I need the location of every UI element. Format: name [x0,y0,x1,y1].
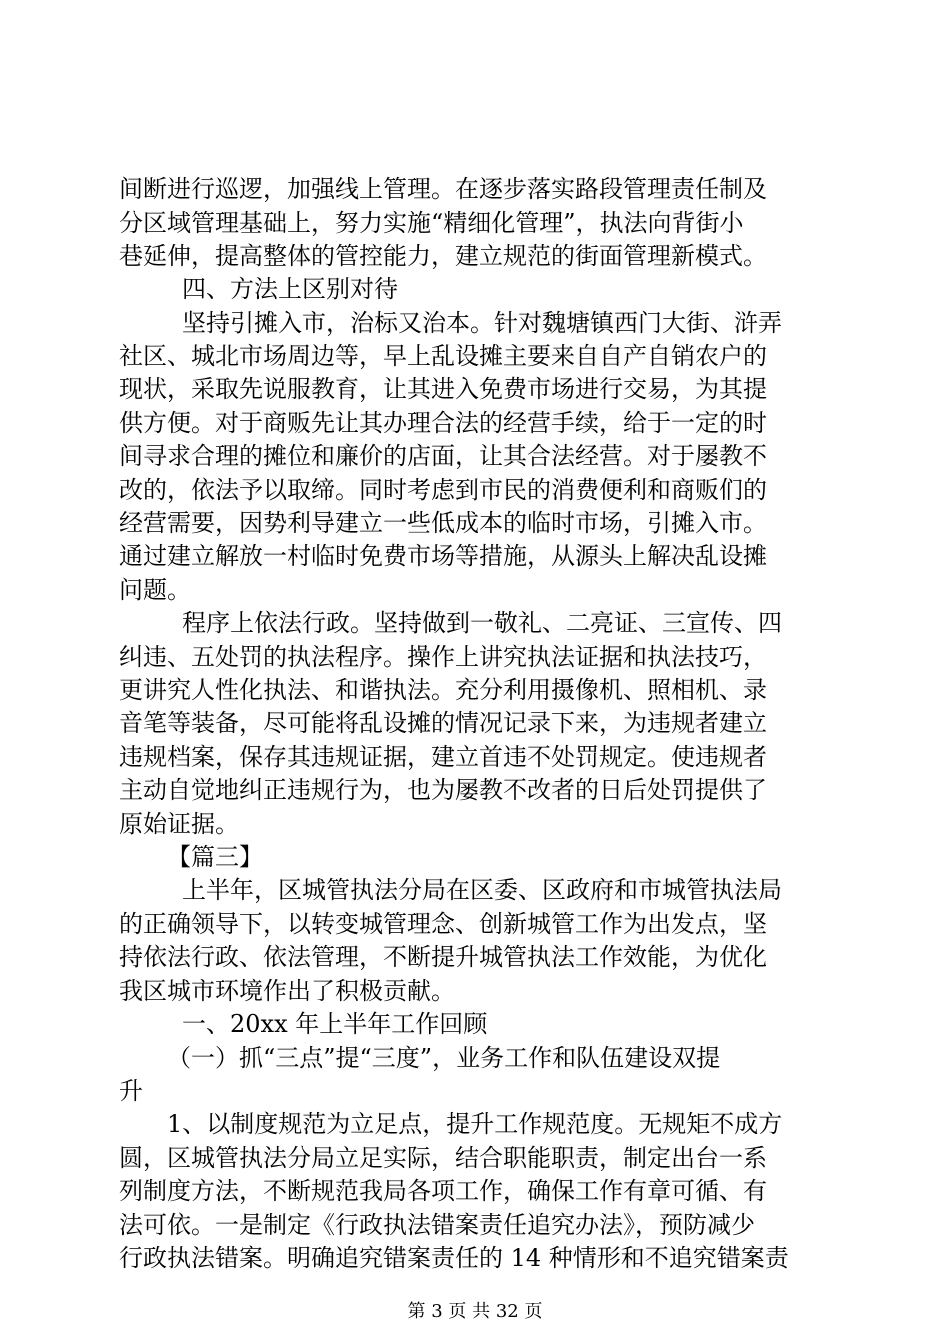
section-heading: 一、20xx 年上半年工作回顾 [182,1010,488,1038]
text-line: 1、以制度规范为立足点，提升工作规范度。无规矩不成方 [167,1110,783,1138]
text-line: 间断进行巡逻，加强线上管理。在逐步落实路段管理责任制及 [119,175,767,203]
text-line: 纠违、五处罚的执法程序。操作上讲究执法证据和执法技巧， [119,643,767,671]
text-line: 坚持引摊入市，治标又治本。针对魏塘镇西门大街、浒弄 [182,309,782,337]
text-line: 上半年，区城管执法分局在区委、区政府和市城管执法局 [182,876,782,904]
text-line: 改的，依法予以取缔。同时考虑到市民的消费便利和商贩们的 [119,476,767,504]
text-line: 供方便。对于商贩先让其办理合法的经营手续，给于一定的时 [119,409,767,437]
text-line: 问题。 [119,576,191,604]
text-line: 持依法行政、依法管理，不断提升城管执法工作效能，为优化 [119,943,767,971]
text-line: 更讲究人性化执法、和谐执法。充分利用摄像机、照相机、录 [119,676,767,704]
text-line: 行政执法错案。明确追究错案责任的 14 种情形和不追究错案责 [119,1244,789,1272]
text-line: 巷延伸，提高整体的管控能力，建立规范的街面管理新模式。 [119,242,767,270]
section-heading: 四、方法上区别对待 [182,275,398,303]
text-line: 程序上依法行政。坚持做到一敬礼、二亮证、三宣传、四 [182,609,782,637]
text-line: 分区域管理基础上，努力实施“精细化管理”，执法向背街小 [119,209,744,237]
text-line: 的正确领导下，以转变城管理念、创新城管工作为出发点，坚 [119,910,767,938]
text-line: 违规档案，保存其违规证据，建立首违不处罚规定。使违规者 [119,743,767,771]
section-heading: 【篇三】 [167,843,263,871]
text-line: 主动自觉地纠正违规行为，也为屡教不改者的日后处罚提供了 [119,776,767,804]
text-line: 音笔等装备，尽可能将乱设摊的情况记录下来，为违规者建立 [119,709,767,737]
text-line: 升 [119,1077,143,1105]
text-line: 通过建立解放一村临时免费市场等措施，从源头上解决乱设摊 [119,542,767,570]
text-line: 经营需要，因势利导建立一些低成本的临时市场，引摊入市。 [119,509,767,537]
text-line: 列制度方法，不断规范我局各项工作，确保工作有章可循、有 [119,1177,767,1205]
text-line: 我区城市环境作出了积极贡献。 [119,977,455,1005]
text-line: 间寻求合理的摊位和廉价的店面，让其合法经营。对于屡教不 [119,442,767,470]
text-line: 社区、城北市场周边等，早上乱设摊主要来自自产自销农户的 [119,342,767,370]
text-line: 法可依。一是制定《行政执法错案责任追究办法》，预防减少 [119,1211,755,1239]
subsection-heading: （一）抓“三点”提“三度”，业务工作和队伍建设双提 [167,1044,721,1072]
page-footer: 第 3 页 共 32 页 [407,1301,543,1322]
text-line: 圆，区城管执法分局立足实际，结合职能职责，制定出台一系 [119,1144,767,1172]
text-line: 原始证据。 [119,810,239,838]
text-line: 现状，采取先说服教育，让其进入免费市场进行交易，为其提 [119,375,767,403]
